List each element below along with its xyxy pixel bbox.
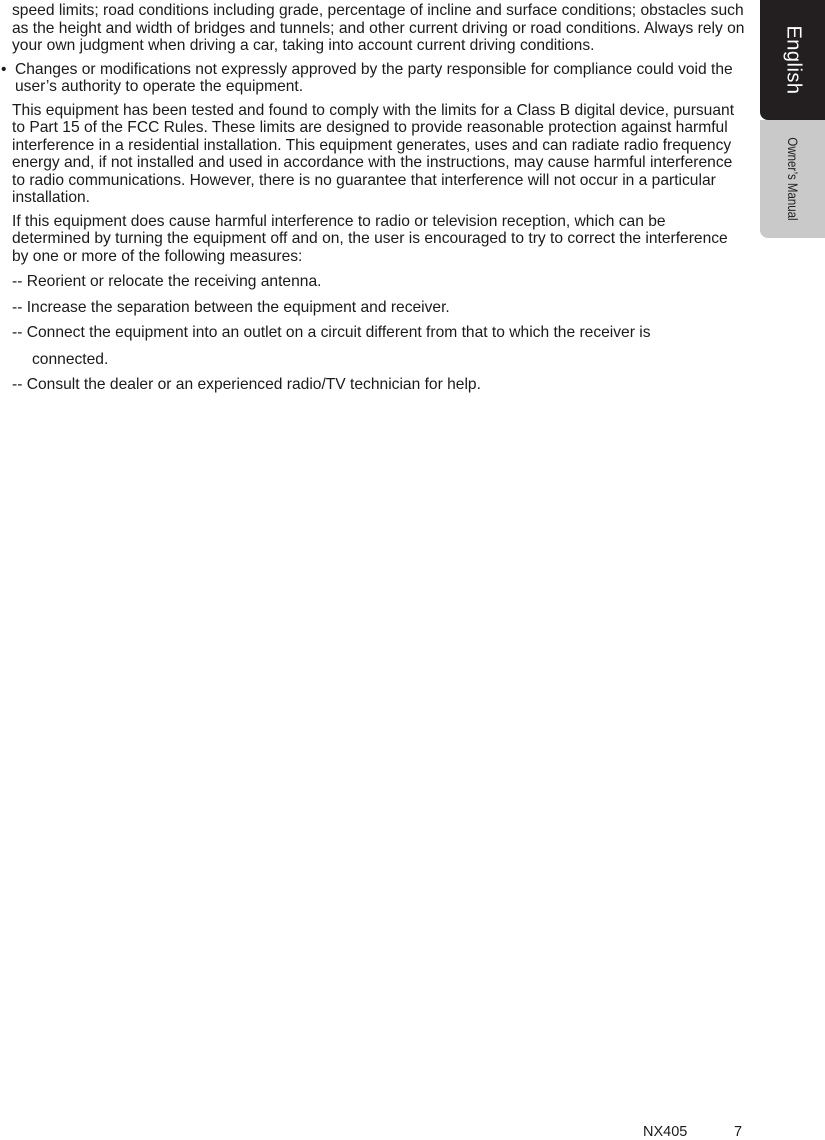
language-tab-label: English — [782, 25, 804, 95]
measure-item: -- Increase the separation between the equipment and receiver. — [12, 298, 450, 316]
language-tab — [760, 0, 825, 120]
measure-item-continuation: connected. — [32, 350, 109, 368]
measure-item: -- Reorient or relocate the receiving antenna. — [12, 273, 322, 290]
measure-item: -- Consult the dealer or an experienced radio/TV technician for help. — [12, 376, 481, 393]
bullet-icon: • — [1, 60, 7, 78]
footer-page-number: 7 — [734, 1124, 743, 1140]
footer-model-name: NX405 — [643, 1124, 688, 1140]
interference-paragraph: If this equipment does cause harmful interference to radio or television reception, which can be determined by turning the equipment off and on, the user is encouraged to try to correct the interference by one or more of the following measures: — [12, 212, 728, 265]
bullet-item-changes — [1, 60, 747, 96]
fcc-compliance-paragraph: This equipment has been tested and found to comply with the limits for a Class B digital device, pursuant to Part 15 of the FCC Rules. These limits are designed to provide reasonable protection against harmful interference in a residential installation. This equipment generates, uses and can radiate radio frequency energy and, if not installed and used in accordance with the instructions, may cause harmful interference to radio communications. However, there is no guarantee that interference will not occur in a particular installation. — [12, 101, 735, 206]
page-body — [1, 2, 747, 394]
manual-tab — [760, 120, 825, 238]
bullet-text: Changes or modifications not expressly approved by the party responsible for compliance could void the user’s authority to operate the equipment. — [15, 60, 733, 95]
manual-tab-label: Owner’s Manual — [784, 137, 801, 221]
continued-paragraph: speed limits; road conditions including grade, percentage of incline and surface conditions; obstacles such as the height and width of bridges and tunnels; and other current driving or road conditions. Always rely on your own judgment when driving a car, taking into account current driving conditions. — [12, 2, 745, 54]
measure-item: -- Connect the equipment into an outlet on a circuit different from that to which the receiver is — [12, 324, 651, 341]
